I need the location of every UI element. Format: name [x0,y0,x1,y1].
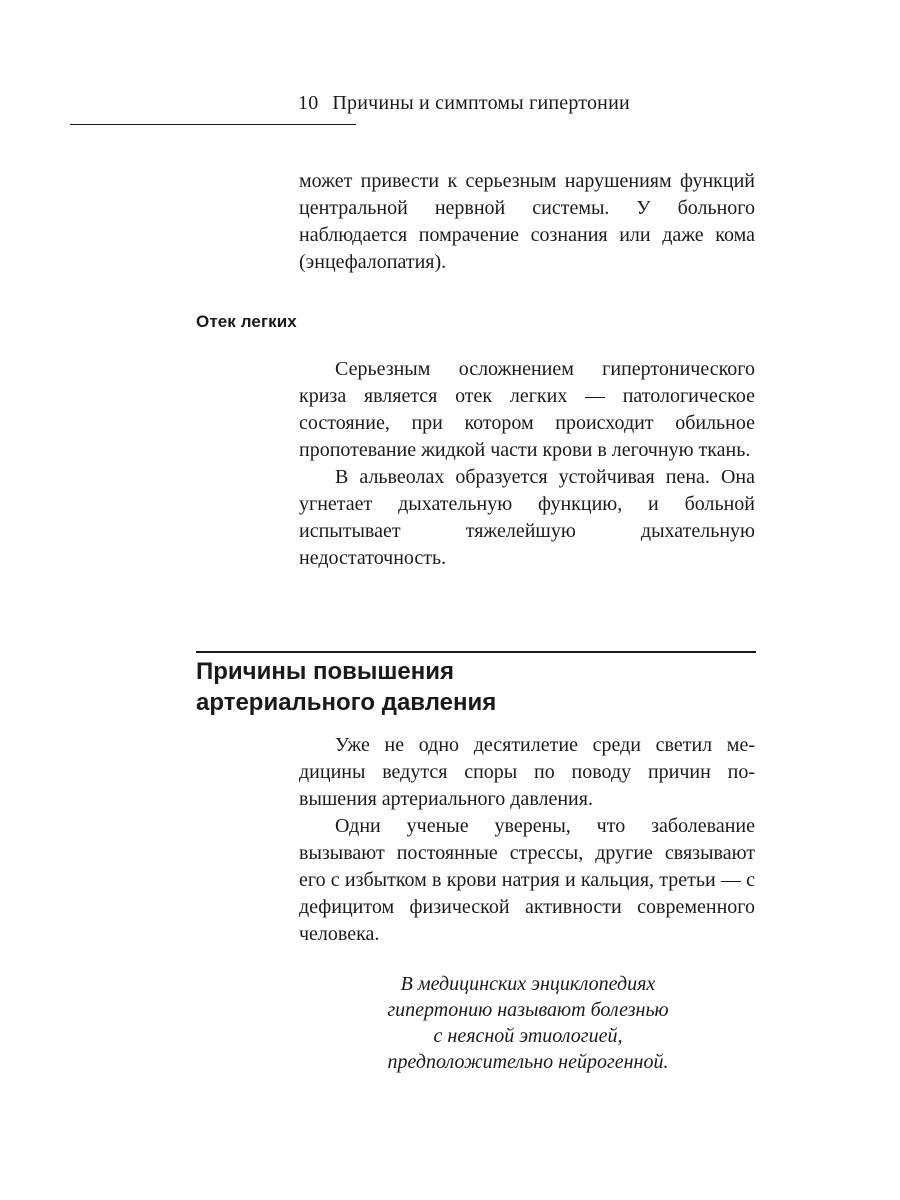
section-heading-line-2: артериального давления [196,689,497,716]
section-heading-line-1: Причины повышения [196,658,455,685]
running-head [298,92,630,115]
header-rule [70,124,356,125]
subsection-paragraph-2: В альвеолах образуется устойчивая пена. Она угнетает дыхательную функцию, и больной испытывает тяжелейшую дыхательную недостаточность. [299,466,755,569]
section-heading [196,656,496,718]
running-head-title: Причины и симптомы гипертонии [332,92,630,114]
epigraph-line-3: с неясной этиологией, [433,1025,623,1047]
subsection-paragraph-1: Серьезным осложнением гипертонического криза является отек легких — патологическое состояние, при котором происходит обильное пропотевание жидкой части крови в легочную ткань. [299,358,755,461]
section-rule [196,651,756,653]
section-text-block [299,732,755,948]
subsection-heading: Отек легких [196,312,297,331]
epigraph-line-2: гипертонию называют болезнью [387,999,669,1021]
epigraph-line-1: В медицинских энциклопедиях [400,973,656,995]
section-paragraph-1: Уже не одно десятилетие среди светил медицины ведутся споры по поводу причин повышения артериального давления. [299,734,755,810]
continuation-paragraph: может привести к серьезным нарушениям функций центральной нервной системы. У больного наблюдается помрачение сознания или даже кома (энцефалопатия). [299,170,755,273]
page-number: 10 [298,92,319,114]
continuation-text-block [299,168,755,276]
section-paragraph-2: Одни ученые уверены, что заболевание вызывают постоянные стрессы, другие связывают его с избытком в крови натрия и кальция, третьи — с дефицитом физической активности современного человека. [299,815,755,945]
subsection-text-block [299,356,755,572]
epigraph [300,971,756,1075]
epigraph-line-4: предположительно нейрогенной. [387,1051,669,1073]
